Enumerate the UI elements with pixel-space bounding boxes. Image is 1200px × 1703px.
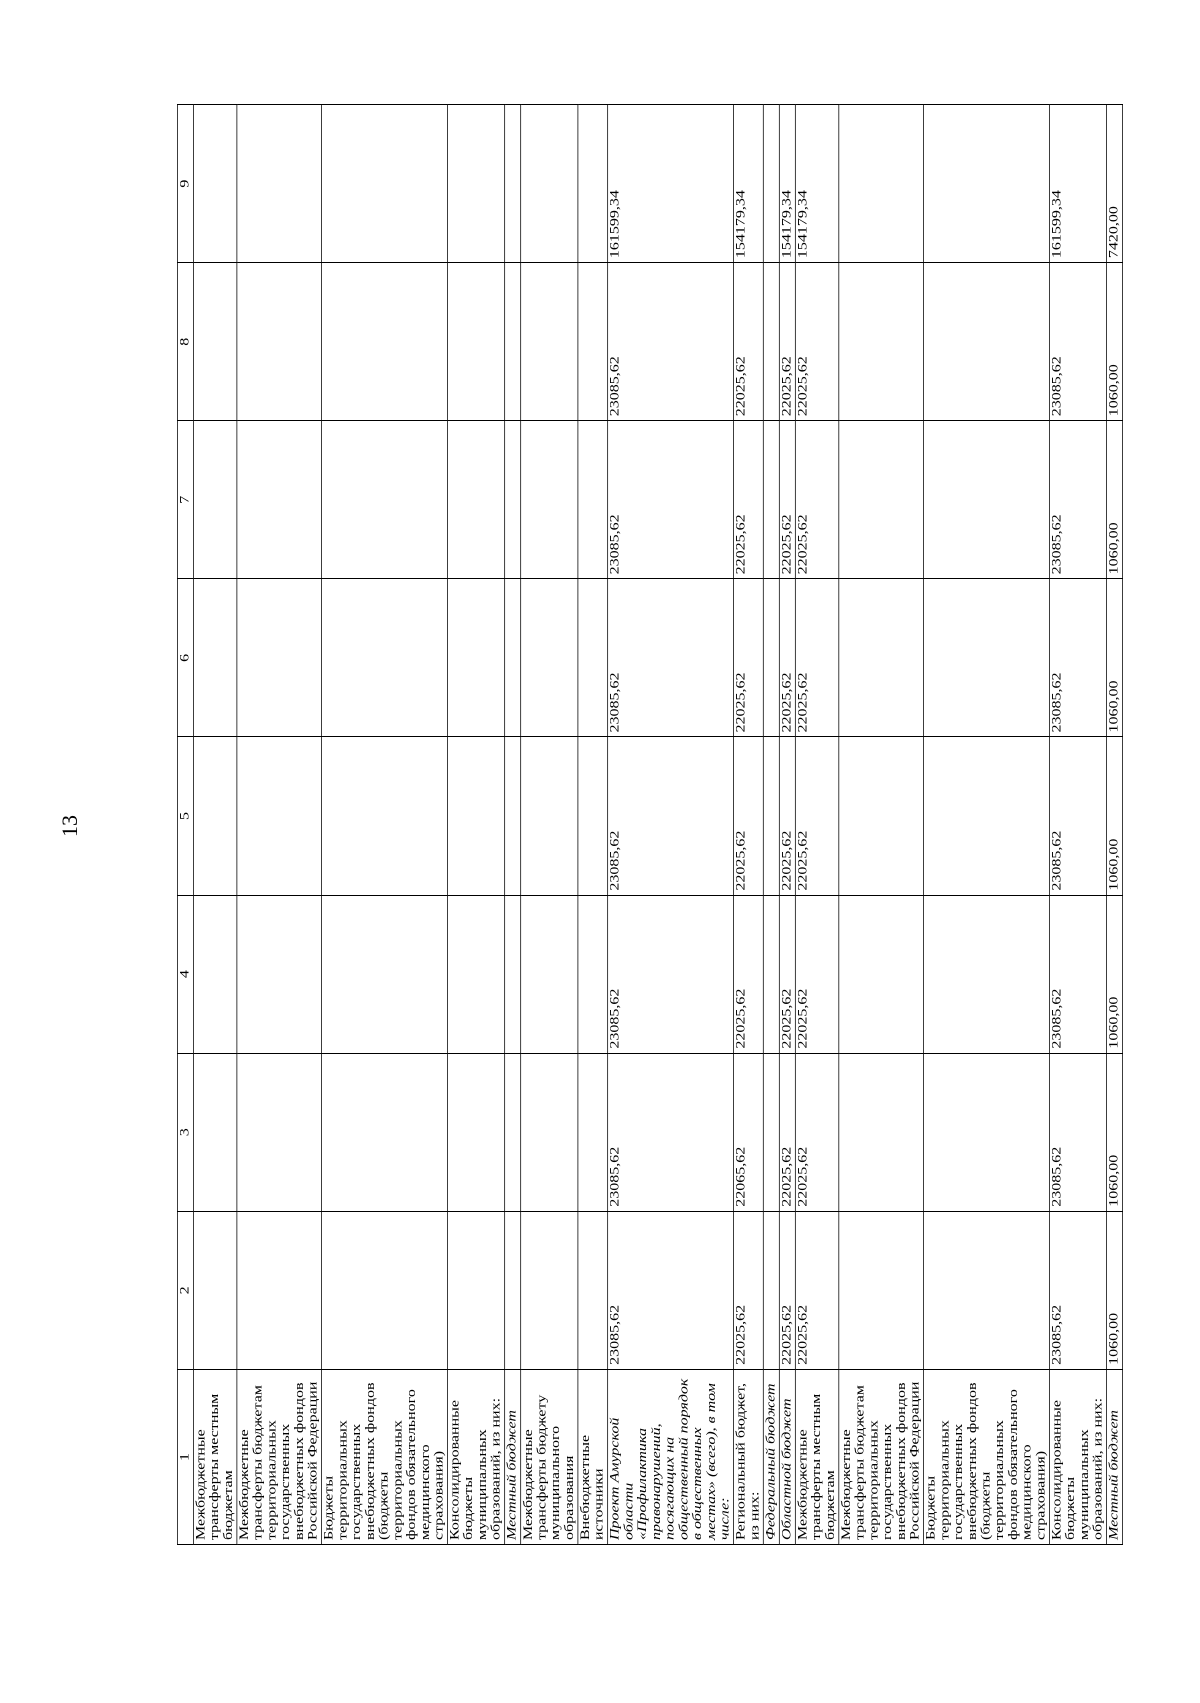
row-value-col-4 [505,895,521,1053]
row-value-col-6: 23085,62 [608,579,734,737]
row-label: Бюджеты территориальных государственных внебюджетных фондов (бюджеты территориальных фондов обязательного медицинского страхования) [924,1369,1050,1544]
row-value-col-7 [924,421,1050,579]
row-value-col-2 [322,1211,448,1369]
row-label: Межбюджетные трансферты местным бюджетам [193,1369,236,1544]
row-value-col-9 [505,105,521,263]
row-value-col-5 [578,737,608,895]
row-value-col-4: 22025,62 [779,895,795,1053]
row-value-col-6 [521,579,578,737]
row-value-col-4 [839,895,924,1053]
row-value-col-5 [924,737,1050,895]
column-header-9: 9 [177,105,193,263]
row-value-col-4: 22025,62 [795,895,838,1053]
row-value-col-8 [322,263,448,421]
row-value-col-6 [505,579,521,737]
row-value-col-4: 1060,00 [1107,895,1123,1053]
column-header-2: 2 [177,1211,193,1369]
row-value-col-8 [447,263,504,421]
row-value-col-6 [839,579,924,737]
row-value-col-9: 154179,34 [779,105,795,263]
row-value-col-7: 22025,62 [795,421,838,579]
row-value-col-9 [521,105,578,263]
row-value-col-3 [322,1053,448,1211]
page-number: 13 [57,815,82,837]
table-row [839,105,924,1545]
row-value-col-7: 1060,00 [1107,421,1123,579]
row-value-col-5 [763,737,779,895]
row-label: Консолидированные бюджеты муниципальных образований, из них: [1049,1369,1106,1544]
row-value-col-8 [193,263,236,421]
row-value-col-8: 23085,62 [608,263,734,421]
row-value-col-9 [763,105,779,263]
row-label: Межбюджетные трансферты бюджетам территориальных государственных внебюджетных фондов Российской Федерации [237,1369,322,1544]
row-value-col-7 [763,421,779,579]
row-value-col-4 [237,895,322,1053]
row-value-col-8 [505,263,521,421]
row-value-col-9 [839,105,924,263]
row-value-col-5 [839,737,924,895]
row-label: Бюджеты территориальных государственных внебюджетных фондов (бюджеты территориальных фондов обязательного медицинского страхования) [322,1369,448,1544]
column-header-1: 1 [177,1369,193,1544]
row-value-col-3: 23085,62 [1049,1053,1106,1211]
table-row [795,105,838,1545]
table-row [521,105,578,1545]
row-value-col-4 [924,895,1050,1053]
row-value-col-5 [505,737,521,895]
table-row [779,105,795,1545]
row-value-col-2 [237,1211,322,1369]
row-value-col-9: 7420,00 [1107,105,1123,263]
row-value-col-4 [193,895,236,1053]
table-row [734,105,764,1545]
row-label: Межбюджетные трансферты бюджету муниципального образования [521,1369,578,1544]
column-header-3: 3 [177,1053,193,1211]
row-value-col-5 [322,737,448,895]
row-value-col-5: 23085,62 [608,737,734,895]
row-value-col-6 [193,579,236,737]
table-row [447,105,504,1545]
row-value-col-2 [505,1211,521,1369]
row-value-col-7 [521,421,578,579]
row-value-col-9 [447,105,504,263]
row-value-col-2: 22025,62 [795,1211,838,1369]
row-value-col-9: 161599,34 [608,105,734,263]
row-value-col-4 [521,895,578,1053]
row-value-col-7 [322,421,448,579]
column-header-8: 8 [177,263,193,421]
row-value-col-9 [322,105,448,263]
row-value-col-5 [447,737,504,895]
budget-table-container [177,104,1121,1545]
row-value-col-9 [924,105,1050,263]
row-value-col-3: 23085,62 [608,1053,734,1211]
row-value-col-9: 161599,34 [1049,105,1106,263]
row-value-col-5: 22025,62 [734,737,764,895]
row-value-col-6 [237,579,322,737]
table-row [1049,105,1106,1545]
row-value-col-2: 23085,62 [608,1211,734,1369]
row-value-col-7: 23085,62 [1049,421,1106,579]
row-value-col-2 [193,1211,236,1369]
row-value-col-5: 23085,62 [1049,737,1106,895]
row-value-col-8: 1060,00 [1107,263,1123,421]
row-value-col-3 [193,1053,236,1211]
row-value-col-9 [193,105,236,263]
row-value-col-9 [578,105,608,263]
row-value-col-8: 22025,62 [795,263,838,421]
column-header-4: 4 [177,895,193,1053]
row-value-col-5 [237,737,322,895]
row-label: Межбюджетные трансферты местным бюджетам [795,1369,838,1544]
row-value-col-8 [924,263,1050,421]
row-value-col-3 [924,1053,1050,1211]
row-value-col-3 [447,1053,504,1211]
column-header-7: 7 [177,421,193,579]
table-row [322,105,448,1545]
row-label: Региональный бюджет, из них: [734,1369,764,1544]
row-value-col-3 [578,1053,608,1211]
row-label: Межбюджетные трансферты бюджетам территориальных государственных внебюджетных фондов Российской Федерации [839,1369,924,1544]
row-value-col-8: 22025,62 [779,263,795,421]
row-value-col-5: 22025,62 [795,737,838,895]
row-value-col-3 [763,1053,779,1211]
row-value-col-2 [839,1211,924,1369]
row-value-col-2 [447,1211,504,1369]
row-value-col-3 [237,1053,322,1211]
row-value-col-2 [924,1211,1050,1369]
row-value-col-8: 22025,62 [734,263,764,421]
row-value-col-3: 22065,62 [734,1053,764,1211]
row-value-col-4 [763,895,779,1053]
row-value-col-9: 154179,34 [795,105,838,263]
row-label: Местный бюджет [505,1369,521,1544]
row-label: Консолидированные бюджеты муниципальных образований, из них: [447,1369,504,1544]
row-value-col-7 [447,421,504,579]
row-value-col-5 [521,737,578,895]
row-value-col-3 [521,1053,578,1211]
table-row [1107,105,1123,1545]
table-row [237,105,322,1545]
row-value-col-8 [521,263,578,421]
budget-table [177,104,1123,1545]
row-value-col-3: 1060,00 [1107,1053,1123,1211]
row-value-col-7 [237,421,322,579]
row-value-col-4: 23085,62 [608,895,734,1053]
row-value-col-7 [193,421,236,579]
row-value-col-4: 22025,62 [734,895,764,1053]
row-value-col-6 [924,579,1050,737]
row-value-col-8 [237,263,322,421]
row-value-col-8 [839,263,924,421]
row-value-col-7: 22025,62 [779,421,795,579]
row-value-col-4 [578,895,608,1053]
header-row [177,105,193,1545]
row-value-col-2 [578,1211,608,1369]
row-label: Проект Амурской области «Профилактика правонарушений, посягающих на общественный порядок в общественных местах» (всего), в том числе: [608,1369,734,1544]
row-value-col-5: 1060,00 [1107,737,1123,895]
row-value-col-2 [763,1211,779,1369]
row-label: Федеральный бюджет [763,1369,779,1544]
row-value-col-2: 22025,62 [779,1211,795,1369]
row-value-col-8: 23085,62 [1049,263,1106,421]
row-value-col-3 [839,1053,924,1211]
row-value-col-5 [193,737,236,895]
row-value-col-6 [763,579,779,737]
column-header-6: 6 [177,579,193,737]
table-row [193,105,236,1545]
row-value-col-9 [237,105,322,263]
table-row [608,105,734,1545]
row-value-col-6: 22025,62 [779,579,795,737]
row-value-col-9: 154179,34 [734,105,764,263]
row-value-col-4 [322,895,448,1053]
row-value-col-7: 22025,62 [734,421,764,579]
table-row [578,105,608,1545]
row-value-col-6 [578,579,608,737]
row-value-col-7 [505,421,521,579]
table-row [763,105,779,1545]
row-value-col-2: 23085,62 [1049,1211,1106,1369]
row-value-col-2 [521,1211,578,1369]
row-value-col-8 [578,263,608,421]
table-body [193,105,1122,1545]
row-value-col-3: 22025,62 [795,1053,838,1211]
row-value-col-7: 23085,62 [608,421,734,579]
row-label: Внебюджетные источники [578,1369,608,1544]
row-value-col-7 [839,421,924,579]
row-value-col-3: 22025,62 [779,1053,795,1211]
row-value-col-3 [505,1053,521,1211]
column-header-5: 5 [177,737,193,895]
row-value-col-6 [322,579,448,737]
row-label: Областной бюджет [779,1369,795,1544]
row-value-col-2: 1060,00 [1107,1211,1123,1369]
table-row [924,105,1050,1545]
row-value-col-6 [447,579,504,737]
row-value-col-5: 22025,62 [779,737,795,895]
table-row [505,105,521,1545]
row-value-col-2: 22025,62 [734,1211,764,1369]
row-value-col-6: 1060,00 [1107,579,1123,737]
row-label: Местный бюджет [1107,1369,1123,1544]
row-value-col-7 [578,421,608,579]
row-value-col-6: 23085,62 [1049,579,1106,737]
row-value-col-8 [763,263,779,421]
row-value-col-6: 22025,62 [734,579,764,737]
row-value-col-4: 23085,62 [1049,895,1106,1053]
row-value-col-6: 22025,62 [795,579,838,737]
row-value-col-4 [447,895,504,1053]
